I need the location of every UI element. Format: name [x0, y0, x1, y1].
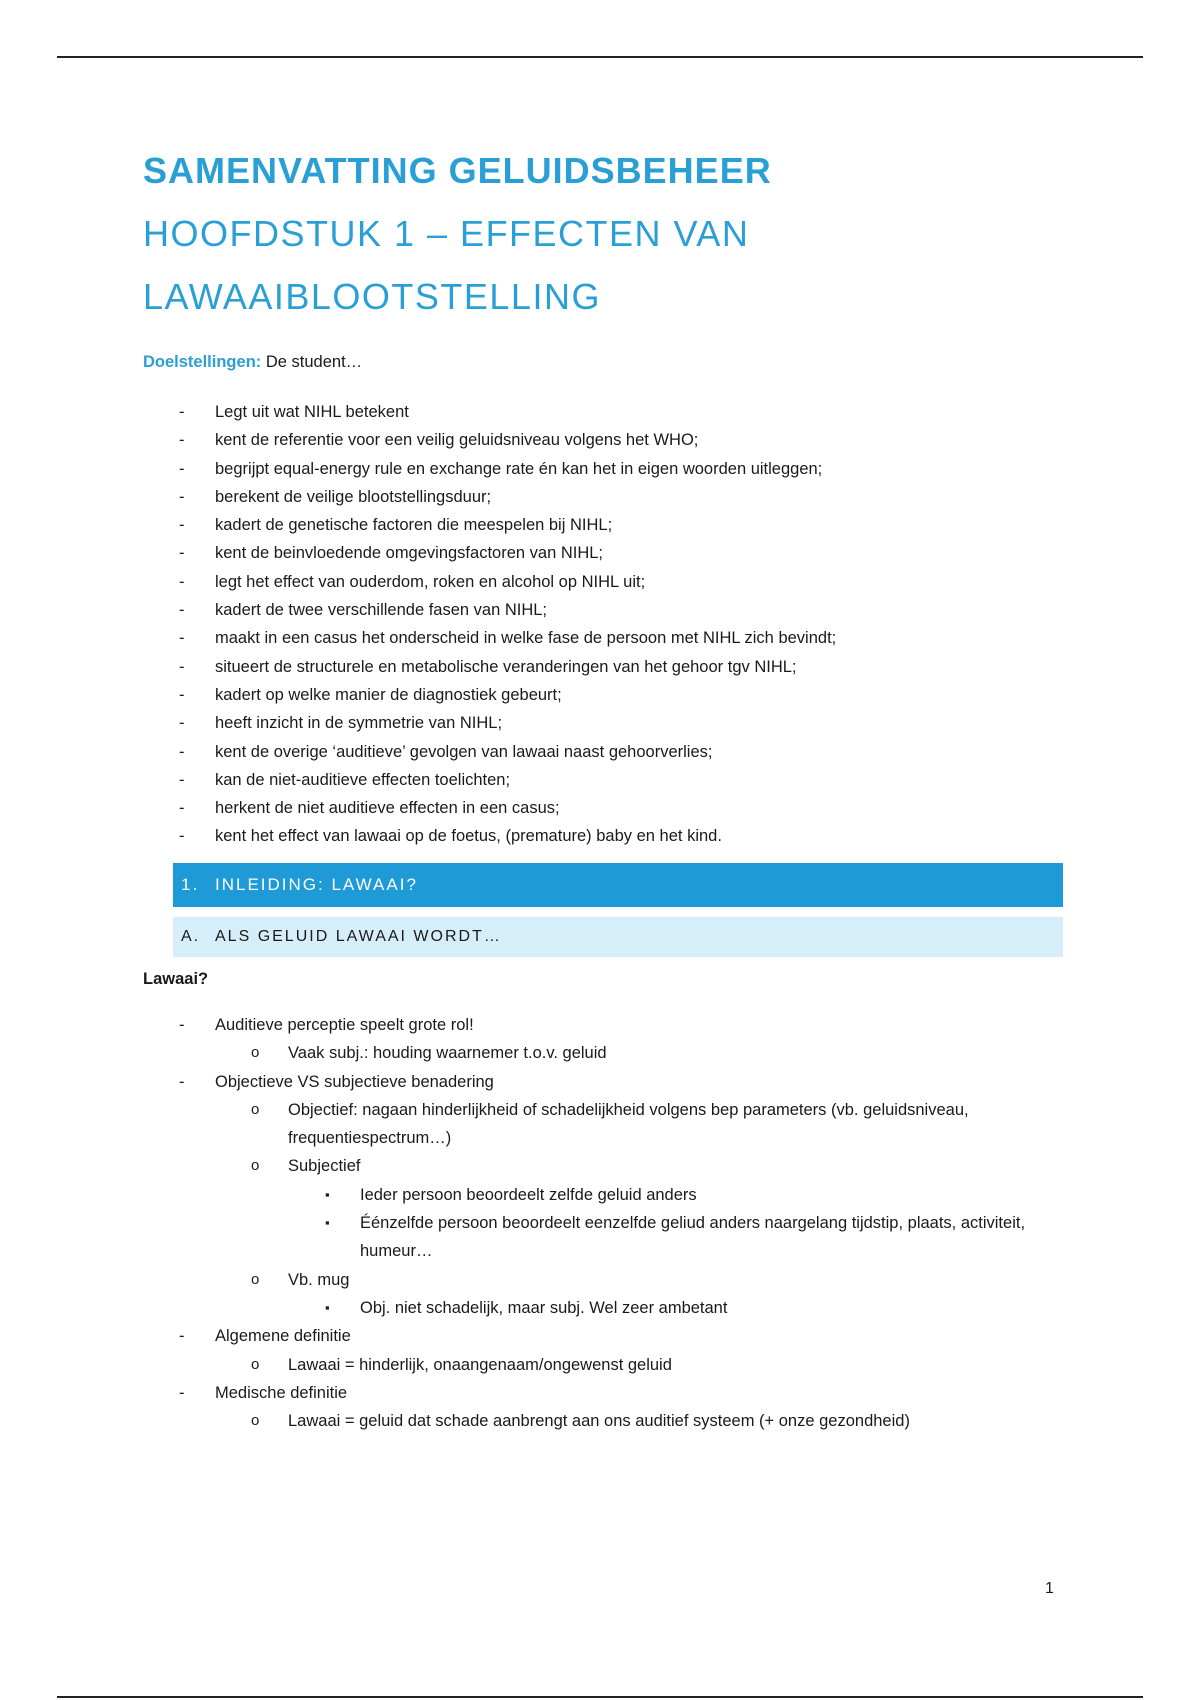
list-item: - maakt in een casus het onderscheid in welke fase de persoon met NIHL zich bevindt;	[143, 624, 1063, 652]
list-item-text: Ieder persoon beoordeelt zelfde geluid anders	[360, 1185, 697, 1204]
chapter-title-line1: HOOFDSTUK 1 – EFFECTEN VAN	[143, 213, 750, 254]
circle-bullet-icon: o	[251, 1270, 260, 1288]
list-item-text: Subjectief	[288, 1157, 361, 1176]
dash-bullet: -	[179, 1383, 185, 1402]
dash-bullet: -	[179, 1327, 185, 1346]
section-title: INLEIDING: LAWAAI?	[215, 875, 418, 894]
list-item-text: Lawaai = geluid dat schade aanbrengt aan ons auditief systeem (+ onze gezondheid)	[288, 1412, 910, 1431]
square-bullet-icon: ▪	[325, 1299, 330, 1315]
list-item	[143, 1322, 1063, 1350]
objectives-list	[143, 398, 1063, 851]
list-item: - kan de niet-auditieve effecten toelichten;	[143, 766, 1063, 794]
list-item	[143, 1379, 1063, 1407]
list-item: - legt het effect van ouderdom, roken en alcohol op NIHL uit;	[143, 568, 1063, 596]
circle-bullet-icon: o	[251, 1355, 260, 1373]
list-item: - kadert op welke manier de diagnostiek gebeurt;	[143, 681, 1063, 709]
list-item: - begrijpt equal-energy rule en exchange rate én kan het in eigen woorden uitleggen;	[143, 455, 1063, 483]
lawaai-outline	[143, 1011, 1063, 1435]
square-bullet-icon: ▪	[325, 1186, 330, 1202]
section-number: 1.	[181, 875, 200, 894]
list-item: - situeert de structurele en metabolische veranderingen van het gehoor tgv NIHL;	[143, 653, 1063, 681]
list-item: - kent het effect van lawaai op de foetus, (premature) baby en het kind.	[143, 822, 1063, 850]
list-item-text: Vaak subj.: houding waarnemer t.o.v. geluid	[288, 1044, 607, 1063]
lawaai-heading: Lawaai?	[143, 970, 209, 988]
circle-bullet-icon: o	[251, 1412, 260, 1430]
objectives-intro-text: De student…	[265, 353, 363, 371]
circle-bullet-icon: o	[251, 1157, 260, 1175]
section-heading-1	[173, 863, 1063, 907]
list-item	[143, 1096, 1063, 1153]
list-item-text: Auditieve perceptie speelt grote rol!	[215, 1016, 474, 1034]
top-rule	[57, 56, 1143, 58]
list-item: - kent de beinvloedende omgevingsfactoren van NIHL;	[143, 539, 1063, 567]
list-item-text: Lawaai = hinderlijk, onaangenaam/ongewenst geluid	[288, 1355, 672, 1374]
list-item	[143, 1152, 1063, 1180]
list-item-text: Vb. mug	[288, 1270, 350, 1289]
list-item	[143, 1011, 1063, 1039]
list-item	[143, 1266, 1063, 1294]
list-item: - kadert de genetische factoren die meespelen bij NIHL;	[143, 511, 1063, 539]
lawaai-section	[143, 965, 1063, 1435]
list-item: - Legt uit wat NIHL betekent	[143, 398, 1063, 426]
list-item	[143, 1294, 1063, 1322]
list-item	[143, 1351, 1063, 1379]
list-item: - kent de referentie voor een veilig geluidsniveau volgens het WHO;	[143, 426, 1063, 454]
list-item-text: Objectief: nagaan hinderlijkheid of schadelijkheid volgens bep parameters (vb. geluidsniveau, frequentiespectrum…)	[288, 1100, 969, 1148]
circle-bullet-icon: o	[251, 1044, 260, 1062]
square-bullet-icon: ▪	[325, 1215, 330, 1231]
page-number: 1	[1045, 1580, 1054, 1597]
subsection-title: ALS GELUID LAWAAI WORDT…	[215, 928, 502, 945]
list-item-text: Medische definitie	[215, 1383, 348, 1402]
list-item: - berekent de veilige blootstellingsduur;	[143, 483, 1063, 511]
list-item: - herkent de niet auditieve effecten in een casus;	[143, 794, 1063, 822]
list-item-text: Objectieve VS subjectieve benadering	[215, 1072, 494, 1091]
dash-bullet: -	[179, 1072, 185, 1091]
list-item: - heeft inzicht in de symmetrie van NIHL;	[143, 709, 1063, 737]
list-item: - kent de overige ‘auditieve’ gevolgen van lawaai naast gehoorverlies;	[143, 738, 1063, 766]
chapter-title-line2: LAWAAIBLOOTSTELLING	[143, 276, 601, 317]
objectives-label: Doelstellingen:	[143, 353, 262, 371]
list-item	[143, 1181, 1063, 1209]
subsection-number: A.	[181, 928, 201, 945]
circle-bullet-icon: o	[251, 1100, 260, 1118]
list-item-text: Obj. niet schadelijk, maar subj. Wel zeer ambetant	[360, 1298, 728, 1317]
list-item	[143, 1209, 1063, 1266]
dash-bullet: -	[179, 1016, 185, 1034]
list-item-text: Algemene definitie	[215, 1327, 351, 1346]
bottom-rule	[57, 1696, 1143, 1698]
objectives-intro	[143, 350, 1063, 374]
document-title: SAMENVATTING GELUIDSBEHEER	[143, 150, 772, 191]
list-item: - kadert de twee verschillende fasen van NIHL;	[143, 596, 1063, 624]
document-body	[143, 140, 1063, 851]
subsection-heading-a	[173, 917, 1063, 957]
list-item-text: Éénzelfde persoon beoordeelt eenzelfde geliud anders naargelang tijdstip, plaats, activiteit, humeur…	[360, 1214, 1026, 1261]
list-item	[143, 1068, 1063, 1096]
list-item	[143, 1407, 1063, 1435]
list-item	[143, 1039, 1063, 1067]
